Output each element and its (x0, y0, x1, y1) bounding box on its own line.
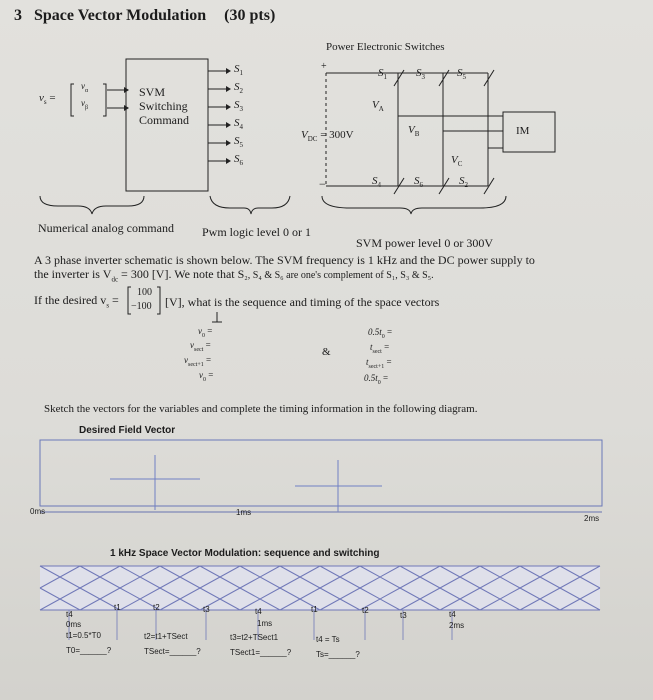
switch-s1: $S_1$ (378, 67, 387, 82)
output-s4: $S_4$ (234, 117, 243, 132)
phase-c-label: $V_C$ (451, 154, 463, 169)
blank-t0[interactable]: T0=______? (66, 646, 112, 655)
problem-number: 3 (14, 7, 22, 24)
ms-right: 2ms (449, 621, 465, 630)
tick-label-4: t4 (255, 607, 262, 616)
axis-2ms: 2ms (584, 514, 600, 523)
caption-pwm: Pwm logic level 0 or 1 (202, 225, 311, 239)
phase-b-label: $V_B$ (408, 124, 420, 139)
blank-ts[interactable]: Ts=______? (316, 650, 360, 659)
problem-heading: Space Vector Modulation (34, 7, 207, 24)
formula-t1: t1=0.5*T0 (66, 631, 101, 640)
formula-t3: t3=t2+TSect1 (230, 633, 279, 642)
output-s2: $S_2$ (234, 81, 243, 96)
v-alpha: $v_\alpha$ (81, 81, 89, 94)
ms-left: 0ms (66, 620, 82, 629)
problem-text-line3b: [V], what is the sequence and timing of the space vectors (165, 295, 440, 309)
phase-a-label: $V_A$ (372, 99, 384, 114)
motor-label: IM (516, 125, 530, 137)
blank-tsect[interactable]: TSect=______? (144, 647, 201, 656)
caption-analog: Numerical analog command (38, 221, 174, 235)
tick-label-2: t2 (153, 603, 160, 612)
formula-t2: t2=t1+TSect (144, 632, 188, 641)
minus-sign: − (319, 177, 326, 191)
ms-mid: 1ms (257, 619, 273, 628)
switch-s3: $S_3$ (416, 67, 425, 82)
svm-title: 1 kHz Space Vector Modulation: sequence and switching (110, 548, 380, 559)
left-item-3: $v_0$ = (199, 370, 214, 383)
formula-t4: t4 = Ts (316, 635, 340, 644)
right-item-3: $0.5t_0$ = (364, 373, 389, 386)
plus-sign: + (321, 61, 327, 72)
switches-title: Power Electronic Switches (326, 41, 445, 53)
matrix-bottom: −100 (131, 301, 152, 312)
ampersand: & (322, 346, 331, 358)
output-s3: $S_3$ (234, 99, 243, 114)
tick-label-6: t2 (362, 606, 369, 615)
left-item-2: $v_{sect+1}$ = (184, 355, 212, 368)
tick-label-7: t3 (400, 611, 407, 620)
problem-text-line1: A 3 phase inverter schematic is shown below. The SVM frequency is 1 kHz and the DC power supply to (34, 253, 535, 267)
caption-power: SVM power level 0 or 300V (356, 236, 493, 250)
right-item-0: $0.5t_0$ = (368, 327, 393, 340)
switch-s6: $S_6$ (414, 175, 423, 190)
svm-block-label: SVM Switching Command (139, 85, 189, 127)
axis-0ms: 0ms (30, 507, 46, 516)
left-item-0: $v_0$ = (198, 326, 213, 339)
desired-field-box (40, 440, 602, 506)
problem-points: (30 pts) (224, 7, 276, 24)
switch-s5: $S_5$ (457, 67, 466, 82)
tick-label-0: t4 (66, 610, 73, 619)
output-s6: $S_6$ (234, 153, 243, 168)
tick-label-3: t3 (203, 605, 210, 614)
v-beta: $v_\beta$ (81, 98, 89, 111)
axis-1ms: 1ms (236, 508, 252, 517)
switch-s2: $S_2$ (459, 175, 468, 190)
vs-label: $v_s$ = (39, 92, 56, 107)
sketch-instruction: Sketch the vectors for the variables and complete the timing information in the following diagram. (44, 403, 478, 415)
tick-label-1: t1 (114, 603, 121, 612)
tick-label-5: t1 (311, 605, 318, 614)
left-item-1: $v_{sect}$ = (190, 340, 211, 353)
desired-field-title: Desired Field Vector (79, 425, 176, 436)
tick-label-8: t4 (449, 610, 456, 619)
vdc-label: $V_{DC} = 300V$ (301, 129, 354, 144)
blank-tsect1[interactable]: TSect1=______? (230, 648, 292, 657)
problem-text-line3: If the desired $v_s$ = (34, 293, 119, 310)
problem-text-line2: the inverter is $V_{dc} = 300$ [V]. We note that S₂, S₄ & S₆ are one's complement of S₁, S₃ & S₅. (34, 267, 434, 284)
output-s5: $S_5$ (234, 135, 243, 150)
matrix-top: 100 (137, 287, 152, 298)
output-s1: $S_1$ (234, 63, 243, 78)
right-item-2: $t_{sect+1}$ = (366, 357, 392, 370)
switch-s4: $S_4$ (372, 175, 381, 190)
right-item-1: $t_{sect}$ = (370, 342, 390, 355)
